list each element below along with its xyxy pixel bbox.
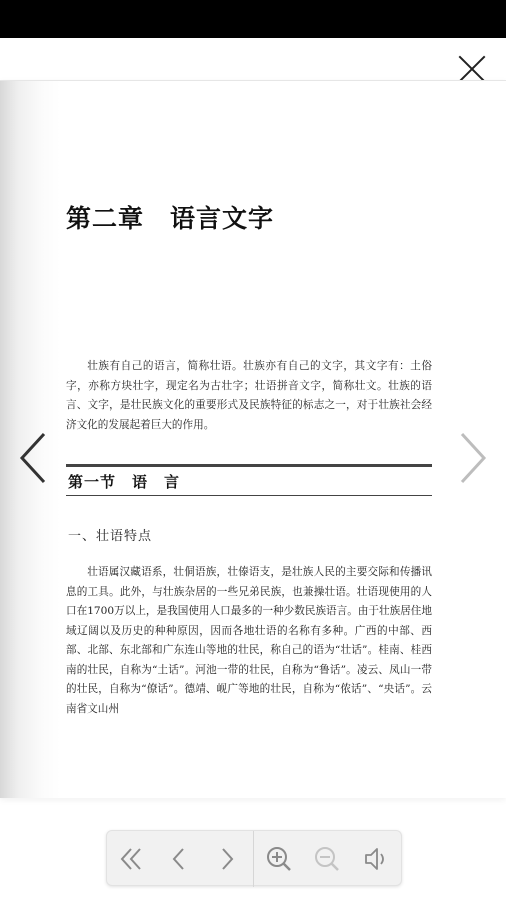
- speaker-icon: [355, 839, 395, 879]
- zoom-out-icon: [307, 839, 347, 879]
- previous-page-icon: [159, 839, 199, 879]
- chevron-left-icon: [16, 430, 52, 486]
- section-rule-bottom: [66, 495, 432, 496]
- zoom-in-button[interactable]: [259, 839, 299, 879]
- toolbar-prev-button[interactable]: [159, 839, 199, 879]
- first-page-icon: [111, 839, 151, 879]
- intro-paragraph: 壮族有自己的语言，简称壮语。壮族亦有自己的文字，其文字有：土俗字，亦称方块壮字，现定名为古壮字；壮语拼音文字，简称壮文。壮族的语言、文字，是壮民族文化的重要形式及民族特征的标志之一，对于壮族社会经济文化的发展起着巨大的作用。: [66, 360, 432, 431]
- chevron-right-icon: [454, 430, 490, 486]
- chapter-title: 第二章 语言文字: [66, 204, 275, 233]
- toolbar-divider: [253, 831, 254, 887]
- subsection-title: 一、壮语特点: [68, 529, 153, 544]
- first-page-button[interactable]: [111, 839, 151, 879]
- read-aloud-button[interactable]: [355, 839, 395, 879]
- toolbar-next-button[interactable]: [207, 839, 247, 879]
- next-page-icon: [207, 839, 247, 879]
- next-page-button[interactable]: [454, 430, 490, 486]
- zoom-out-button[interactable]: [307, 839, 347, 879]
- reader-toolbar: [106, 830, 402, 886]
- body-paragraph: 壮语属汉藏语系，壮侗语族，壮傣语支，是壮族人民的主要交际和传播讯息的工具。此外，与壮族杂居的一些兄弟民族，也兼操壮语。壮语现使用的人口在1700万以上，是我国使用人口最多的一种少数民族语言。由于壮族居住地域辽阔以及历史的种种原因，因而各地壮语的名称有多种。广西的中部、西部、北部、东北部和广东连山等地的壮民，称自己的语为“壮话”。桂南、桂西南的壮民，自称为“土话”。河池一带的壮民，自称为“鲁话”。凌云、凤山一带的壮民，自称为“僚话”。德靖、岘广等地的壮民，自称为“侬话”、“央话”。云南省文山州: [66, 566, 432, 715]
- status-bar: [0, 0, 506, 38]
- book-page: [0, 80, 506, 798]
- section-title: 第一节 语 言: [68, 473, 181, 491]
- section-rule-top: [66, 464, 432, 467]
- zoom-in-icon: [259, 839, 299, 879]
- previous-page-button[interactable]: [16, 430, 52, 486]
